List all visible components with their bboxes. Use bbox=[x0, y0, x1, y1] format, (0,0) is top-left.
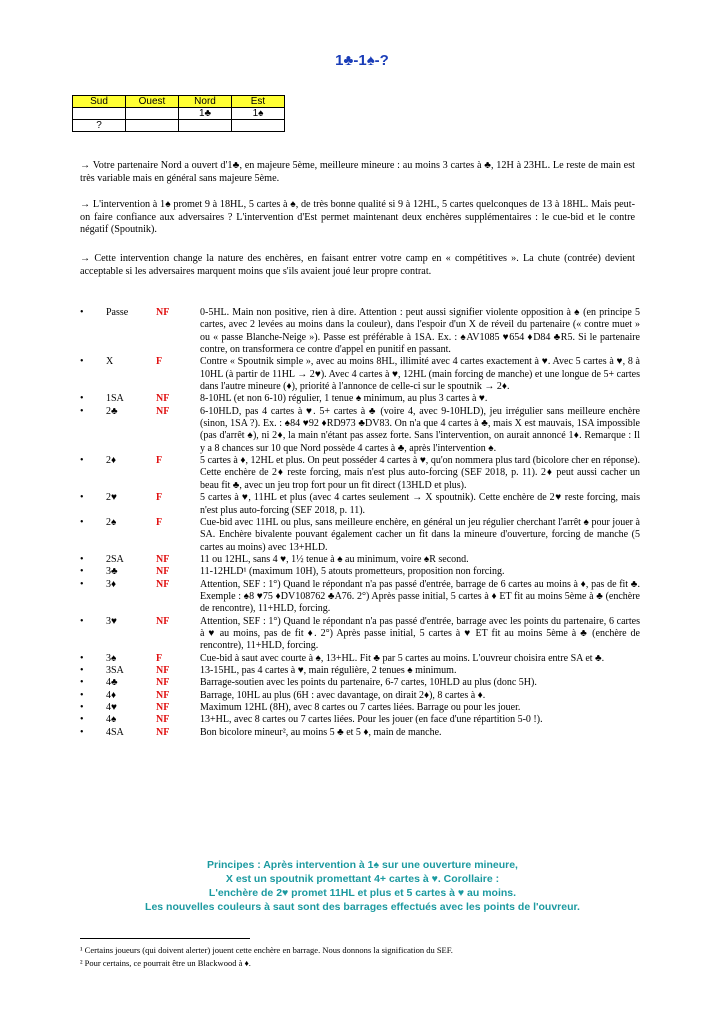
bid-description: Barrage-soutien avec les points du partenaire, 6-7 cartes, 10HLD au plus (donc 5H). bbox=[200, 677, 537, 689]
auction-table bbox=[72, 95, 285, 132]
bid-code: NF bbox=[156, 726, 170, 738]
bid-bullet: • bbox=[80, 615, 84, 627]
bid-description: Maximum 12HL (8H), avec 8 cartes ou 7 cartes liées. Barrage ou pour les jouer. bbox=[200, 702, 521, 713]
bid-name: X bbox=[106, 356, 114, 368]
bid-bullet: • bbox=[80, 492, 84, 504]
bid-name: 4♣ bbox=[106, 677, 118, 689]
bid-name: 3♦ bbox=[106, 578, 117, 590]
bid-code: NF bbox=[156, 393, 170, 405]
auction-cell: 1♠ bbox=[232, 108, 285, 120]
auction-cell: ? bbox=[73, 120, 126, 132]
intro-paragraph: → Cette intervention change la nature des enchères, en faisant entrer votre camp en « compétitives ». La chute (contrée) devient acceptable si les adversaires marquent moins que s'ils avaient joué leur propre contrat. bbox=[80, 253, 635, 277]
bid-name: Passe bbox=[106, 307, 129, 318]
bid-list bbox=[80, 307, 640, 739]
bid-bullet: • bbox=[80, 714, 84, 726]
footnote: ¹ Certains joueurs (qui doivent alerter) jouent cette enchère en barrage. Nous donnons la signification du SEF. bbox=[80, 945, 453, 955]
bid-bullet: • bbox=[80, 455, 84, 467]
auction-cell: 1♣ bbox=[179, 108, 232, 120]
bid-code: F bbox=[156, 516, 163, 528]
bid-code: NF bbox=[156, 578, 170, 590]
bid-bullet: • bbox=[80, 578, 84, 590]
bid-description: 5 cartes à ♦, 12HL et plus. On peut posséder 4 cartes à ♥, qu'on nommera plus tard (bicolore cher en réponse). Cette enchère de 2♦ reste forcing, mais n'est plus auto-forcing (SEF 2018, p. 11). 2♦ peut aussi cacher un beau fit ♣, avec un jeu trop fort pour un fit direct (13HLD et plus). bbox=[200, 455, 640, 491]
bid-name: 2♠ bbox=[106, 516, 117, 528]
footnote-divider bbox=[80, 938, 250, 939]
auction-header-row bbox=[73, 96, 285, 108]
bid-row bbox=[80, 727, 640, 739]
bid-name: 4♦ bbox=[106, 689, 117, 701]
bid-name: 3SA bbox=[106, 664, 124, 676]
auction-cell bbox=[126, 120, 179, 132]
bid-row bbox=[80, 406, 640, 455]
bid-code: NF bbox=[156, 553, 170, 565]
bid-code: NF bbox=[156, 566, 170, 578]
bid-description: Bon bicolore mineur², au moins 5 ♣ et 5 ♦, main de manche. bbox=[200, 726, 442, 738]
bid-code: NF bbox=[156, 615, 170, 627]
bid-row bbox=[80, 702, 640, 714]
bid-bullet: • bbox=[80, 356, 84, 368]
bid-description: 13+HL, avec 8 cartes ou 7 cartes liées. Pour les jouer (en face d'une répartition 5-0 !). bbox=[200, 714, 543, 726]
bid-row bbox=[80, 579, 640, 616]
bid-description: 11-12HLD¹ (maximum 10H), 5 atouts prometteurs, proposition non forcing. bbox=[200, 566, 505, 578]
bid-name: 2♦ bbox=[106, 455, 117, 467]
intro-paragraph: → L'intervention à 1♠ promet 9 à 18HL, 5 cartes à ♠, de très bonne qualité si 9 à 12HL, 5 cartes quelconques de 13 à 18HL. Mais peut-on faire confiance aux adversaires ? L'intervention d'Est permet maintenant deux enchères supplémentaires : le cue-bid et le contre négatif (Spoutnik). bbox=[80, 199, 635, 235]
bid-row bbox=[80, 714, 640, 726]
bid-row bbox=[80, 517, 640, 554]
auction-header-est: Est bbox=[232, 96, 285, 108]
bid-row bbox=[80, 653, 640, 665]
bid-description: 0-5HL. Main non positive, rien à dire. Attention : peut aussi signifier violente opposition à ♠ (en principe 5 cartes, avec 2 levées au moins dans la couleur), dans l'espoir d'un X de réveil du partenaire (« contre muet » ou « passe Blanche-Neige »). Passe est préférable à 1SA. Ex. : ♠AV1085 ♥654 ♦D84 ♣R5. Si le partenaire contre, on transformera ce contre d'appel en punitif en passant. bbox=[200, 307, 640, 356]
bid-bullet: • bbox=[80, 726, 84, 738]
bid-bullet: • bbox=[80, 566, 84, 578]
bid-name: 2♥ bbox=[106, 492, 117, 504]
bid-row bbox=[80, 677, 640, 689]
bid-description: 11 ou 12HL, sans 4 ♥, 1½ tenue à ♠ au minimum, voire ♠R second. bbox=[200, 553, 469, 565]
bid-code: NF bbox=[156, 702, 170, 713]
bid-name: 4♥ bbox=[106, 702, 117, 713]
bid-bullet: • bbox=[80, 516, 84, 528]
principles-line: X est un spoutnik promettant 4+ cartes à ♥. Corollaire : bbox=[225, 873, 500, 885]
bid-name: 3♠ bbox=[106, 652, 117, 664]
bid-row bbox=[80, 356, 640, 393]
bid-description: Barrage, 10HL au plus (6H : avec davantage, on dirait 2♦), 8 cartes à ♦. bbox=[200, 689, 486, 701]
bid-row bbox=[80, 566, 640, 578]
bid-bullet: • bbox=[80, 652, 84, 664]
auction-cell bbox=[126, 108, 179, 120]
bid-code: F bbox=[156, 492, 163, 504]
bid-description: Attention, SEF : 1°) Quand le répondant n'a pas passé d'entrée, barrage avec les points du partenaire, 6 cartes à ♥ au moins, pas de fit ♦. 2°) Après passe initial, 5 cartes à ♥ ET fit au moins 5ème à ♣ (enchère de rencontre), 11+HLD, forcing. bbox=[200, 615, 640, 652]
bid-row bbox=[80, 616, 640, 653]
bid-code: NF bbox=[156, 714, 170, 726]
principles-line: Principes : Après intervention à 1♠ sur une ouverture mineure, bbox=[207, 859, 518, 871]
auction-row bbox=[73, 108, 285, 120]
bid-code: NF bbox=[156, 677, 170, 689]
principles-box bbox=[90, 858, 635, 914]
bid-bullet: • bbox=[80, 702, 84, 713]
bid-name: 4♠ bbox=[106, 714, 117, 726]
bid-name: 1SA bbox=[106, 393, 124, 405]
auction-cell bbox=[179, 120, 232, 132]
bid-code: NF bbox=[156, 307, 170, 318]
bid-bullet: • bbox=[80, 689, 84, 701]
auction-header-sud: Sud bbox=[73, 96, 126, 108]
bid-row bbox=[80, 690, 640, 702]
bid-row bbox=[80, 665, 640, 677]
bid-description: 8-10HL (et non 6-10) régulier, 1 tenue ♠ minimum, au plus 3 cartes à ♥. bbox=[200, 393, 488, 405]
footnote: ² Pour certains, ce pourrait être un Blackwood à ♦. bbox=[80, 958, 251, 968]
bid-code: F bbox=[156, 455, 163, 467]
bid-description: Cue-bid avec 11HL ou plus, sans meilleure enchère, en général un jeu régulier cherchant l'arrêt ♠ pour jouer à SA. Enchère bivalente pouvant également cacher un fit dans la mineure d'ouverture, forcing de manche (5 cartes au moins) avec 13+HLD. bbox=[200, 516, 640, 553]
bid-description: 5 cartes à ♥, 11HL et plus (avec 4 cartes seulement → X spoutnik). Cette enchère de 2♥ reste forcing, mais n'est plus auto-forcing (SEF 2018, p. 11). bbox=[200, 492, 640, 516]
auction-cell bbox=[232, 120, 285, 132]
principles-line: Les nouvelles couleurs à saut sont des barrages effectués avec les points de l'ouvreur. bbox=[145, 901, 580, 913]
bid-description: 13-15HL, pas 4 cartes à ♥, main régulière, 2 tenues ♠ minimum. bbox=[200, 664, 457, 676]
bid-name: 3♥ bbox=[106, 615, 117, 627]
bid-bullet: • bbox=[80, 677, 84, 689]
bid-description: Attention, SEF : 1°) Quand le répondant n'a pas passé d'entrée, barrage de 6 cartes au moins à ♦, pas de fit ♣. Exemple : ♠8 ♥75 ♦DV108762 ♣A76. 2°) Après passe initial, 5 cartes à ♦ ET fit au moins 5ème à ♣ (enchère de rencontre), 11+HLD, forcing. bbox=[200, 578, 640, 615]
bid-bullet: • bbox=[80, 664, 84, 676]
bid-row bbox=[80, 455, 640, 492]
bid-code: NF bbox=[156, 405, 170, 417]
bid-bullet: • bbox=[80, 553, 84, 565]
bid-code: F bbox=[156, 356, 163, 368]
bid-row bbox=[80, 307, 640, 356]
bid-code: NF bbox=[156, 689, 170, 701]
bid-row bbox=[80, 554, 640, 566]
bid-name: 4SA bbox=[106, 726, 124, 738]
bid-code: F bbox=[156, 652, 163, 664]
bid-name: 2SA bbox=[106, 553, 124, 565]
bid-description: 6-10HLD, pas 4 cartes à ♥. 5+ cartes à ♣ (voire 4, avec 9-10HLD), jeu irrégulier sans meilleure enchère (sinon, 1SA ?). Ex. : ♠84 ♥92 ♦RD973 ♣DV83. On n'a que 4 cartes à ♣, mais X est mauvais, 1SA impossible (pas d'arrêt ♠), ni 2♦, la main n'étant pas assez forte. Sans l'intervention, on aurait annoncé 1♦. Remarque : Il y a 8 chances sur 10 que Nord possède 4 cartes à ♣, après l'intervention ♠. bbox=[200, 405, 640, 454]
bid-row bbox=[80, 393, 640, 405]
bid-bullet: • bbox=[80, 405, 84, 417]
bid-row bbox=[80, 492, 640, 517]
auction-cell bbox=[73, 108, 126, 120]
auction-header-ouest: Ouest bbox=[126, 96, 179, 108]
bid-bullet: • bbox=[80, 307, 84, 318]
page-title: 1♣-1♠-? bbox=[335, 52, 389, 69]
auction-row bbox=[73, 120, 285, 132]
auction-header-nord: Nord bbox=[179, 96, 232, 108]
bid-description: Contre « Spoutnik simple », avec au moins 8HL, illimité avec 4 cartes exactement à ♥. Avec 5 cartes à ♥, 8 à 10HL (à partir de 11HL → 2♥). Avec 4 cartes à ♥, 12HL (main forcing de manche) et une longue de 5+ cartes dans l'autre mineure (♦), priorité à l'annonce de celle-ci sur le spoutnik → 2♦. bbox=[200, 356, 640, 393]
intro-paragraph: → Votre partenaire Nord a ouvert d'1♣, en majeure 5ème, meilleure mineure : au moins 3 cartes à ♣, 12H à 23HL. Le reste de main est très variable mais en général sans majeure 5ème. bbox=[80, 160, 635, 184]
principles-line: L'enchère de 2♥ promet 11HL et plus et 5 cartes à ♥ au moins. bbox=[208, 887, 517, 899]
bid-name: 3♣ bbox=[106, 566, 118, 578]
bid-bullet: • bbox=[80, 393, 84, 405]
bid-code: NF bbox=[156, 664, 170, 676]
bid-description: Cue-bid à saut avec courte à ♠, 13+HL. Fit ♣ par 5 cartes au moins. L'ouvreur choisira entre SA et ♣. bbox=[200, 652, 605, 664]
bid-name: 2♣ bbox=[106, 405, 118, 417]
